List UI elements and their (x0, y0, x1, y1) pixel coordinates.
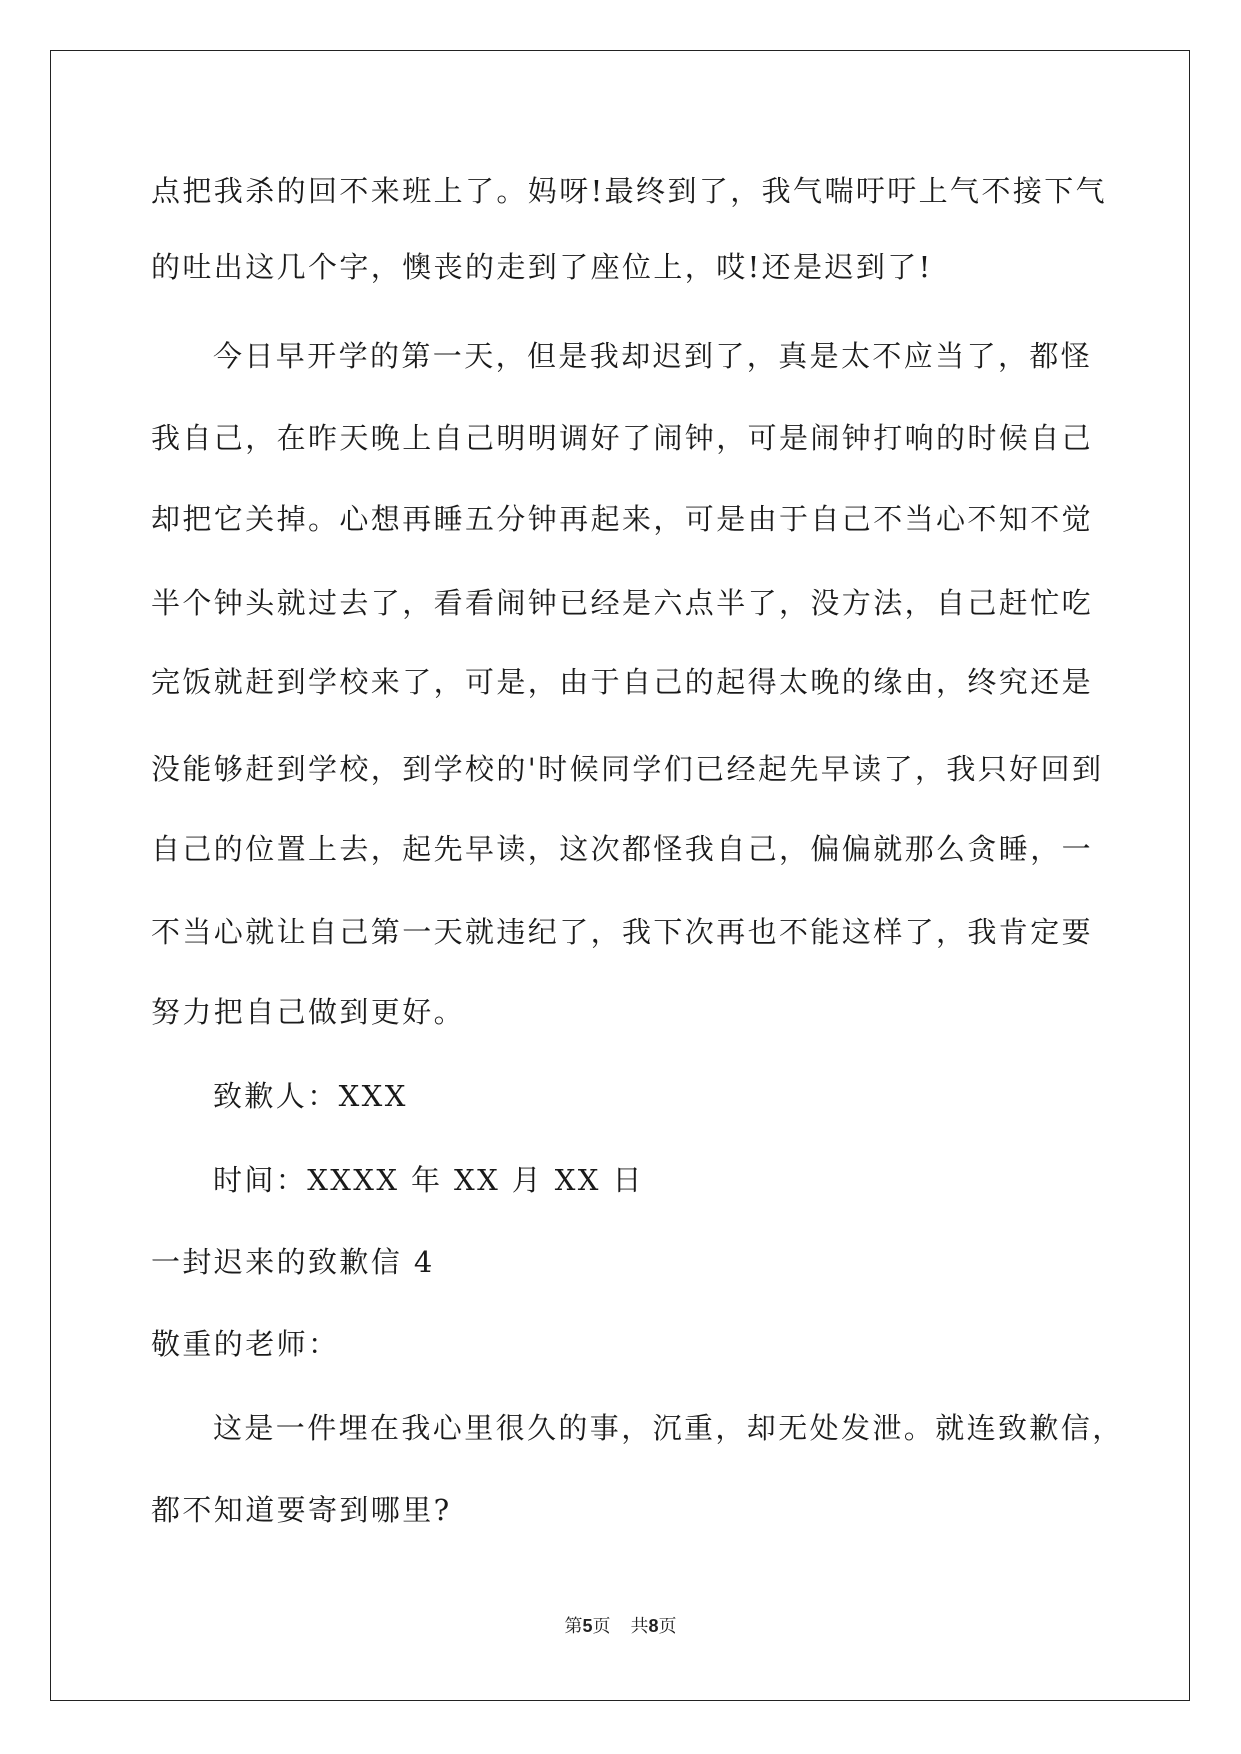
section-title: 一封迟来的致歉信 4 (151, 1245, 435, 1279)
page-frame (50, 50, 1190, 1701)
page-footer (0, 1614, 1241, 1638)
text-line: 点把我杀的回不来班上了。妈呀!最终到了，我气喘吁吁上气不接下气 (151, 174, 1108, 208)
text-line: 都不知道要寄到哪里? (151, 1493, 452, 1527)
page-number: 第5页 (564, 1616, 611, 1636)
text-line: 半个钟头就过去了，看看闹钟已经是六点半了，没方法，自己赶忙吃 (151, 586, 1094, 620)
text-line: 却把它关掉。心想再睡五分钟再起来，可是由于自己不当心不知不觉 (151, 502, 1094, 536)
text-line: 完饭就赶到学校来了，可是，由于自己的起得太晚的缘由，终究还是 (151, 665, 1094, 699)
date-line: 时间：XXXX 年 XX 月 XX 日 (213, 1163, 644, 1197)
text-line: 的吐出这几个字，懊丧的走到了座位上，哎!还是迟到了! (151, 250, 933, 284)
text-line: 今日早开学的第一天，但是我却迟到了，真是太不应当了，都怪 (213, 339, 1093, 373)
text-line: 努力把自己做到更好。 (151, 995, 466, 1029)
salutation: 敬重的老师： (151, 1327, 340, 1361)
text-line: 自己的位置上去，起先早读，这次都怪我自己，偏偏就那么贪睡，一 (151, 832, 1094, 866)
text-line: 没能够赶到学校，到学校的'时候同学们已经起先早读了，我只好回到 (151, 752, 1104, 786)
text-line: 我自己，在昨天晚上自己明明调好了闹钟，可是闹钟打响的时候自己 (151, 421, 1094, 455)
page-total: 共8页 (630, 1616, 677, 1636)
signature-line: 致歉人：XXX (213, 1079, 408, 1113)
text-line: 不当心就让自己第一天就违纪了，我下次再也不能这样了，我肯定要 (151, 915, 1094, 949)
text-line: 这是一件埋在我心里很久的事，沉重，却无处发泄。就连致歉信， (213, 1411, 1124, 1445)
